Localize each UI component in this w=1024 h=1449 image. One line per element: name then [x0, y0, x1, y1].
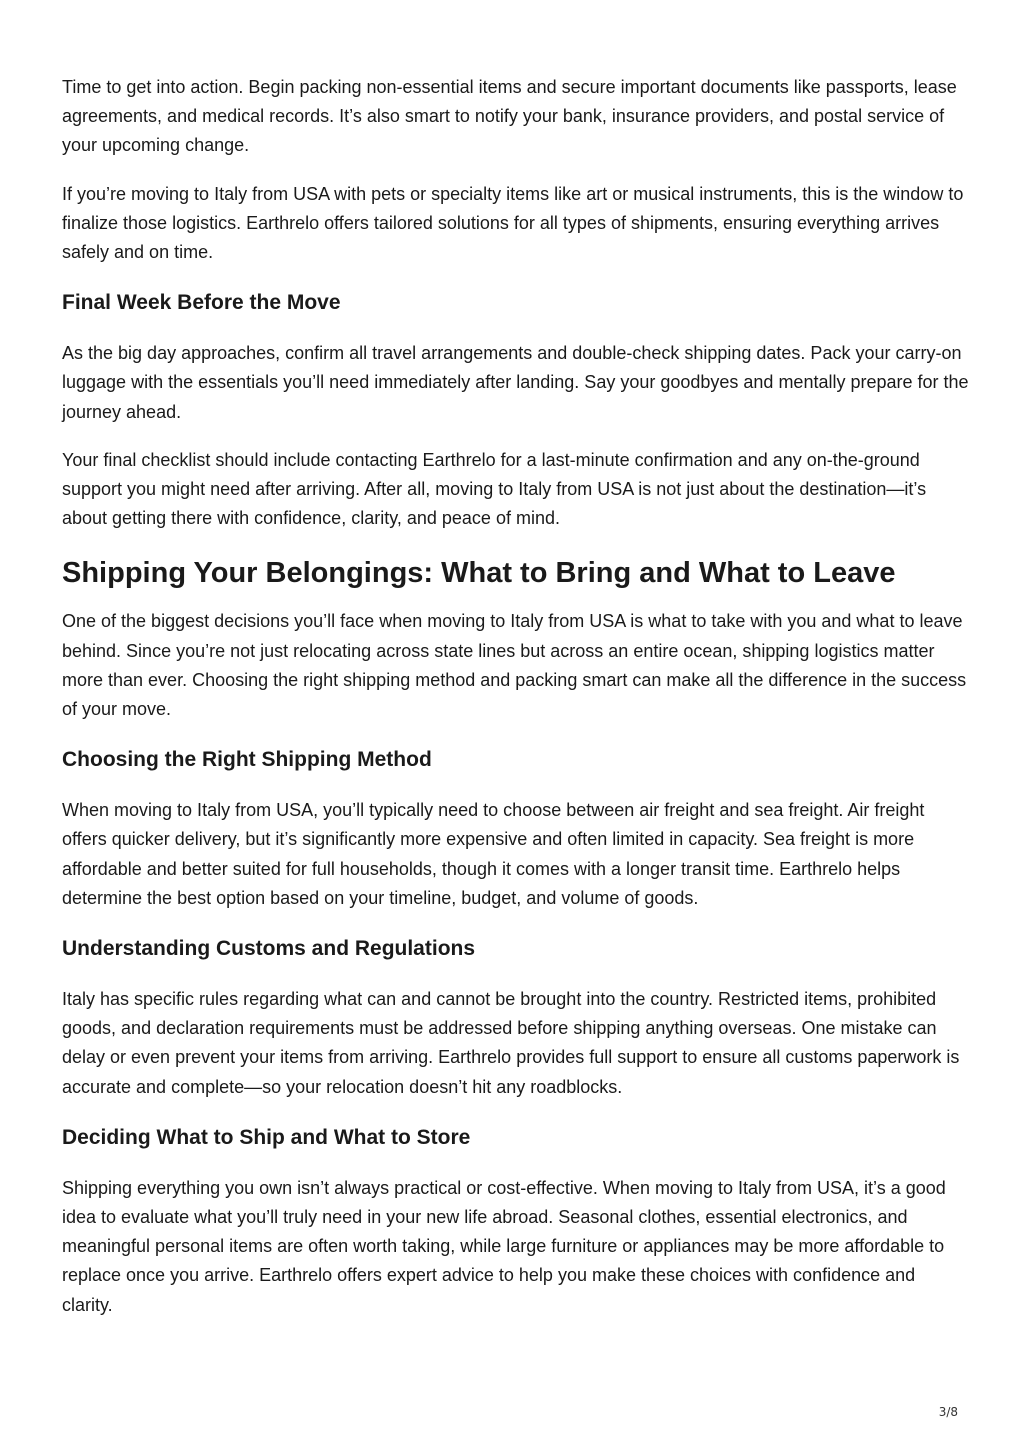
paragraph-pets-specialty-items: If you’re moving to Italy from USA with pets or specialty items like art or musical instruments, this is the window to finalize those logistics. Earthrelo offers tailored solutions for all types of shipments, ensuring everything arrives safely and on time.: [62, 183, 964, 263]
heading-shipping-belongings: Shipping Your Belongings: What to Bring and What to Leave: [62, 557, 896, 590]
heading-shipping-method: Choosing the Right Shipping Method: [62, 748, 432, 772]
paragraph-biggest-decisions: One of the biggest decisions you’ll face when moving to Italy from USA is what to take with you and what to leave behind. Since you’re not just relocating across state lines but across an entire ocean, shipping logistics matter more than ever. Choosing the right shipping method and packing smart can make all the difference in the success of your move.: [62, 611, 967, 720]
heading-final-week: Final Week Before the Move: [62, 291, 341, 315]
paragraph-big-day: As the big day approaches, confirm all travel arrangements and double-check shipping dates. Pack your carry-on luggage with the essentials you’ll need immediately after landing. Say your goodbyes and mentally prepare for the journey ahead.: [62, 343, 969, 422]
paragraph-final-checklist: Your final checklist should include contacting Earthrelo for a last-minute confirmation and any on-the-ground support you might need after arriving. After all, moving to Italy from USA is not just about the destination—it’s about getting there with confidence, clarity, and peace of mind.: [62, 449, 927, 529]
paragraph-what-to-ship: Shipping everything you own isn’t always practical or cost-effective. When moving to Italy from USA, it’s a good idea to evaluate what you’ll truly need in your new life abroad. Seasonal clothes, essential electronics, and meaningful personal items are often worth taking, while large furniture or appliances may be more affordable to replace once you arrive. Earthrelo offers expert advice to help you make these choices with confidence and clarity.: [62, 1177, 946, 1315]
heading-customs: Understanding Customs and Regulations: [62, 937, 476, 961]
paragraph-prepare-documents: Time to get into action. Begin packing non-essential items and secure important documents like passports, lease agreements, and medical records. It’s also smart to notify your bank, insurance providers, and postal service of your upcoming change.: [62, 77, 957, 156]
heading-ship-or-store: Deciding What to Ship and What to Store: [62, 1125, 471, 1149]
paragraph-customs-rules: Italy has specific rules regarding what can and cannot be brought into the country. Restricted items, prohibited goods, and declaration requirements must be addressed before shipping anything overseas. One mistake can delay or even prevent your items from arriving. Earthrelo provides full support to ensure all customs paperwork is accurate and complete—so your relocation doesn’t hit any roadblocks.: [62, 989, 960, 1097]
paragraph-air-sea-freight: When moving to Italy from USA, you’ll typically need to choose between air freight and sea freight. Air freight offers quicker delivery, but it’s significantly more expensive and often limited in capacity. Sea freight is more affordable and better suited for full households, though it comes with a longer transit time. Earthrelo helps determine the best option based on your timeline, budget, and volume of goods.: [62, 800, 925, 908]
document-body: [62, 73, 970, 1320]
page-number: 3/8: [938, 1405, 958, 1419]
